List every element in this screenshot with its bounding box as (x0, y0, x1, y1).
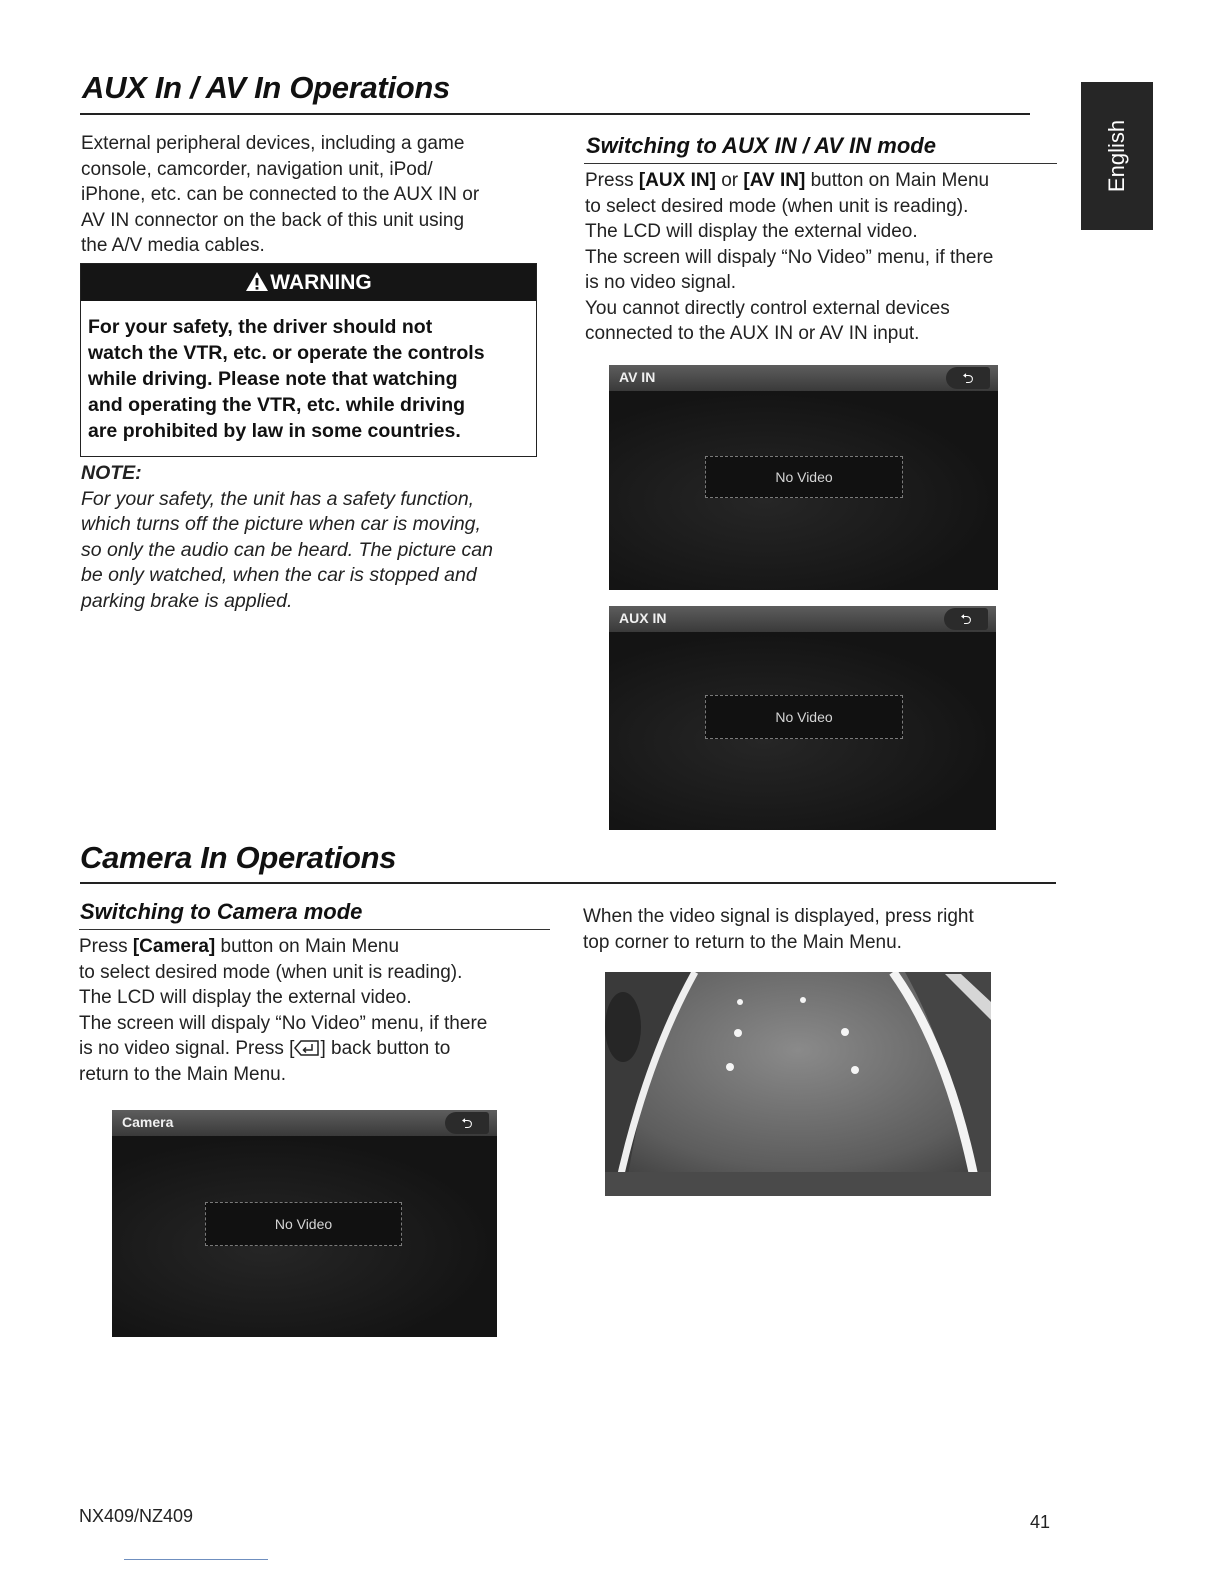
aux-switching-line: to select desired mode (when unit is reading). (585, 195, 969, 217)
rear-camera-image (605, 972, 991, 1196)
aux-switching-line: The LCD will display the external video. (585, 221, 918, 242)
back-button-icon (294, 1040, 320, 1056)
no-video-message: No Video (705, 695, 903, 739)
warning-line: watch the VTR, etc. or operate the controls (88, 342, 485, 364)
text-run: ] back button to (320, 1038, 451, 1059)
note-heading: NOTE: (81, 462, 142, 484)
text-run: is no video signal. Press [ (79, 1038, 295, 1059)
aux-intro-line: AV IN connector on the back of this unit using (81, 209, 465, 231)
page-number: 41 (1030, 1512, 1051, 1532)
av-in-button-ref: [AV IN] (743, 170, 806, 191)
aux-intro-line: iPhone, etc. can be connected to the AUX IN or (81, 184, 480, 205)
text-run: or (715, 170, 744, 191)
text-run: button on Main Menu (805, 170, 990, 191)
camera-section-title: Camera In Operations (80, 840, 397, 875)
aux-switching-line: The screen will dispaly “No Video” menu, if there (585, 246, 994, 268)
warning-triangle-icon (245, 271, 269, 292)
no-video-message: No Video (705, 456, 903, 498)
screen-header (609, 606, 996, 632)
back-arrow-icon: ⮌ (962, 370, 974, 386)
back-button[interactable] (944, 608, 988, 630)
aux-intro-line: console, camcorder, navigation unit, iPod/ (81, 158, 433, 180)
warning-header (81, 264, 536, 301)
back-arrow-icon: ⮌ (960, 611, 972, 627)
aux-intro (81, 131, 551, 259)
camera-switching-title: Switching to Camera mode (80, 899, 363, 924)
screen-header-label: AV IN (619, 369, 656, 385)
camera-return-line: When the video signal is displayed, press right (583, 906, 974, 927)
camera-switching-line: The screen will dispaly “No Video” menu, if there (79, 1012, 488, 1034)
warning-body (81, 301, 536, 452)
camera-switching-line: The LCD will display the external video. (79, 987, 412, 1008)
warning-line: are prohibited by law in some countries. (88, 420, 461, 442)
note-line: so only the audio can be heard. The picture can (81, 538, 493, 561)
aux-intro-line: the A/V media cables. (81, 235, 265, 256)
aux-switching-rule (584, 163, 1057, 164)
note-block (81, 461, 551, 614)
aux-switching-text (585, 168, 1065, 347)
model-number: NX409/NZ409 (79, 1506, 194, 1526)
aux-in-screen (609, 606, 996, 830)
back-arrow-icon: ⮌ (461, 1115, 473, 1131)
note-line: be only watched, when the car is stopped and (81, 564, 477, 586)
language-tab-label: English (1104, 119, 1129, 193)
camera-switching-text (79, 934, 559, 1087)
aux-intro-line: External peripheral devices, including a game (81, 133, 465, 154)
warning-line: and operating the VTR, etc. while driving (88, 394, 466, 416)
warning-line: For your safety, the driver should not (88, 316, 433, 338)
camera-section-rule (80, 882, 1056, 884)
camera-switching-line5 (79, 1036, 559, 1062)
note-line: parking brake is applied. (81, 589, 293, 612)
aux-switching-line: connected to the AUX IN or AV IN input. (585, 323, 920, 344)
note-line: which turns off the picture when car is moving, (81, 513, 481, 535)
warning-line: while driving. Please note that watching (88, 368, 458, 390)
screen-header-label: Camera (122, 1114, 174, 1130)
text-run: Press (79, 936, 133, 957)
language-tab (1081, 82, 1153, 230)
camera-switching-line: to select desired mode (when unit is reading). (79, 961, 463, 983)
camera-return-line: top corner to return to the Main Menu. (583, 931, 902, 953)
footer-link-rule (124, 1559, 268, 1560)
text-run: Press (585, 170, 639, 191)
text-run: button on Main Menu (215, 936, 400, 957)
camera-screen (112, 1110, 497, 1337)
camera-return-text (583, 904, 1063, 955)
aux-section-title: AUX In / AV In Operations (82, 70, 450, 105)
back-button[interactable] (445, 1112, 489, 1134)
camera-switching-line: return to the Main Menu. (79, 1063, 286, 1085)
camera-button-ref: [Camera] (132, 936, 216, 957)
av-in-screen (609, 365, 998, 590)
warning-box (80, 263, 537, 457)
aux-in-button-ref: [AUX IN] (638, 170, 716, 191)
back-button[interactable] (946, 367, 990, 389)
aux-switching-line: is no video signal. (585, 272, 737, 293)
note-line: For your safety, the unit has a safety function, (81, 487, 475, 510)
aux-switching-title: Switching to AUX IN / AV IN mode (586, 133, 936, 158)
aux-switching-line: You cannot directly control external devices (585, 297, 950, 319)
warning-label: WARNING (270, 271, 372, 294)
camera-switching-rule (79, 929, 550, 930)
screen-header (609, 365, 998, 391)
no-video-message: No Video (205, 1202, 402, 1246)
screen-header-label: AUX IN (619, 610, 667, 626)
camera-switching-line1 (79, 934, 559, 960)
aux-section-rule (80, 113, 1030, 115)
aux-switching-line1 (585, 168, 1065, 194)
